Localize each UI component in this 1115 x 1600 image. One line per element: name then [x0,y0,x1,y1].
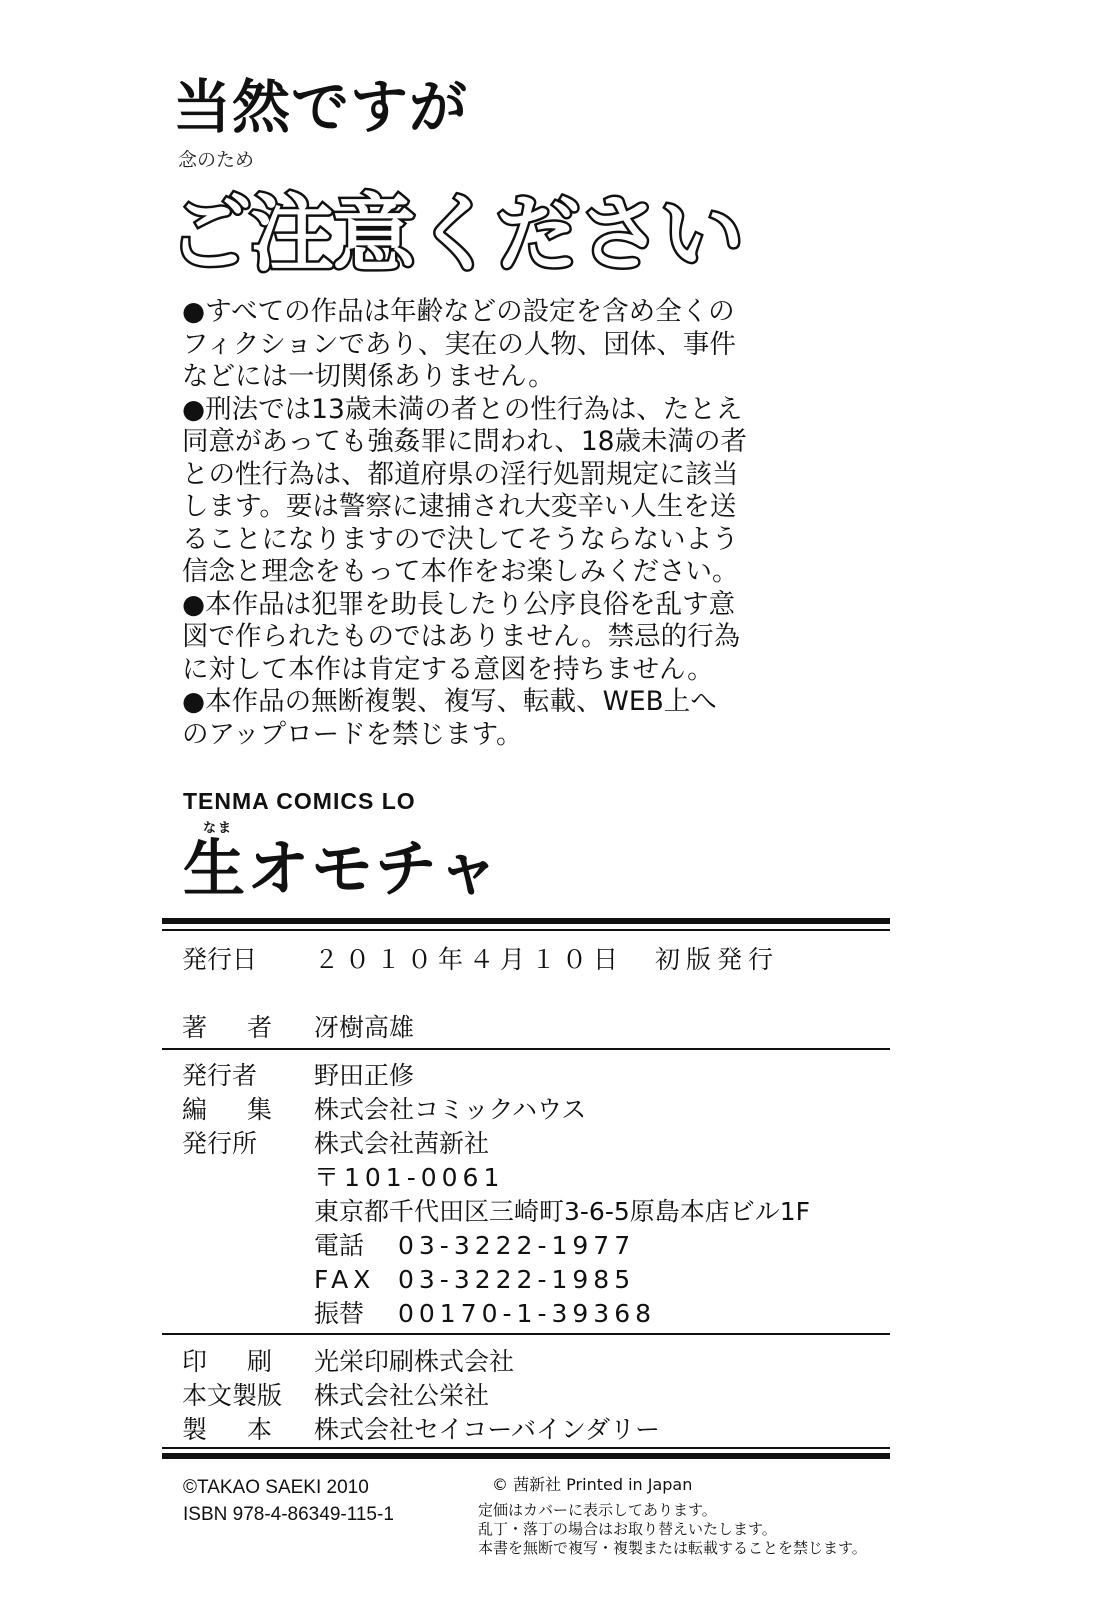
heading-please-note: ご注意ください [168,185,743,283]
printing-label: 印 刷 [182,1347,288,1376]
colophon-editor [182,1097,586,1122]
notice-line: ●本作品の無断複製、複写、転載、WEB上へ [182,686,717,717]
tel-value: 03-3222-1977 [398,1231,636,1260]
divider [162,1333,890,1335]
colophon-printing [182,1349,514,1374]
notice-line: フィクションであり、実在の人物、団体、事件 [182,328,736,360]
notice-line: ●刑法では13歳未満の者との性行為は、たとえ [182,393,743,425]
binding-value: 株式会社セイコーバインダリー [314,1415,661,1444]
typesetting-label: 本文製版 [182,1381,283,1410]
transfer-label: 振替 [314,1299,365,1328]
notice-line: ●すべての作品は年齢などの設定を含め全くの [182,296,735,327]
transfer-value: 00170-1-39368 [398,1299,657,1328]
colophon-postal [182,1165,504,1190]
publish-date-label: 発行日 [182,945,258,974]
binding-label: 製 本 [182,1415,288,1444]
colophon-author [182,1015,414,1040]
editor-value: 株式会社コミックハウス [314,1095,587,1124]
editor-label: 編 集 [182,1095,288,1124]
notice-line: のアップロードを禁じます。 [182,718,523,750]
tel-label: 電話 [314,1231,365,1260]
colophon-publisher [182,1131,489,1156]
colophon-typesetting [182,1383,489,1408]
divider [162,1447,890,1449]
publisher-person-label: 発行者 [182,1061,258,1090]
address: 東京都千代田区三崎町3-6-5原島本店ビル1F [314,1197,811,1226]
title-ruby: なま [203,821,234,836]
notice-line: します。要は警察に逮捕され大変辛い人生を送 [182,491,737,522]
notice-line: ることになりますので決してそうならないよう [182,523,739,555]
divider [162,1048,890,1050]
copyright: ©TAKAO SAEKI 2010 [183,1477,369,1498]
notice-line: などには一切関係ありません。 [182,361,555,392]
divider-thick [162,918,890,924]
fax-value: 03-3222-1985 [398,1265,636,1294]
publisher-credit: © 茜新社 Printed in Japan [492,1475,693,1494]
publisher-person-value: 野田正修 [314,1061,415,1090]
notice-line: に対して本作は肯定する意図を持ちません。 [182,653,714,685]
isbn: ISBN 978-4-86349-115-1 [183,1504,394,1525]
postal-code: 〒101-0061 [314,1163,505,1192]
colophon-publish-date [182,947,779,972]
notice-line: との性行為は、都道府県の淫行処罰規定に該当 [182,458,739,490]
colophon-address [182,1199,810,1224]
fax-label: FAX [314,1265,376,1294]
notice-line: ●本作品は犯罪を助長したり公序良俗を乱す意 [182,588,736,620]
author-label: 著 者 [182,1013,288,1042]
notice-line: 同意があっても強姦罪に問われ、18歳未満の者 [182,426,748,457]
notice-text [182,296,782,751]
replace-note: 乱丁・落丁の場合はお取り替えいたします。 [478,1520,777,1538]
price-note: 定価はカバーに表示してあります。 [478,1501,717,1519]
colophon-tel [182,1233,635,1258]
colophon-transfer [182,1301,656,1326]
publisher-label: 発行所 [182,1129,258,1158]
publisher-value: 株式会社茜新社 [314,1129,490,1158]
divider-thick [162,1453,890,1459]
author-value: 冴樹高雄 [314,1013,415,1042]
heading-as-expected: 当然ですが [173,73,469,141]
divider [162,929,890,931]
colophon-publisher-person [182,1063,414,1088]
publish-date-value: ２０１０年４月１０日 初版発行 [314,945,780,974]
series-name: TENMA COMICS LO [183,788,416,814]
book-title: 生オモチャ [183,832,502,905]
colophon-binding [182,1417,660,1442]
typesetting-value: 株式会社公栄社 [314,1381,490,1410]
colophon-fax [182,1267,635,1292]
heading-just-in-case: 念のため [178,149,255,171]
printing-value: 光栄印刷株式会社 [314,1347,515,1376]
notice-line: 信念と理念をもって本作をお楽しみください。 [182,556,739,587]
notice-line: 図で作られたものではありません。禁忌的行為 [182,621,741,652]
copy-note: 本書を無断で複写・複製または転載することを禁じます。 [478,1539,867,1557]
